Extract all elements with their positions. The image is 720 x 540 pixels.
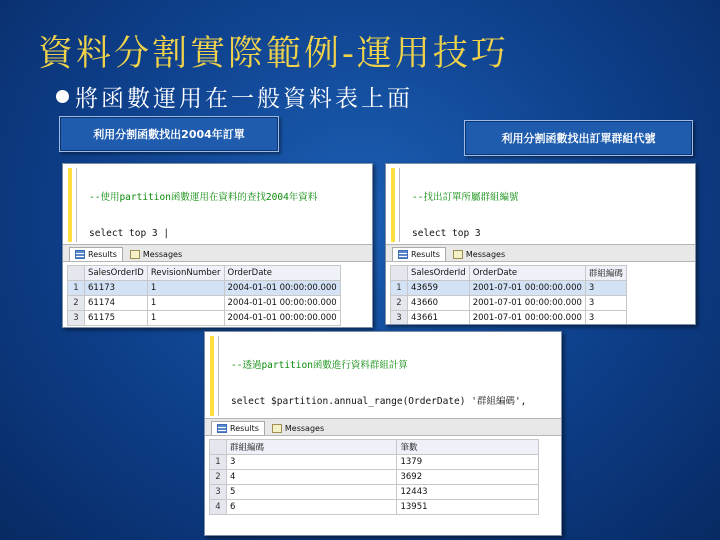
table-row[interactable] <box>210 485 539 500</box>
tab-messages[interactable] <box>448 248 510 261</box>
table-cell[interactable]: 4 <box>227 470 397 485</box>
row-number: 4 <box>210 500 227 515</box>
code-line: select top 3 | <box>89 228 170 239</box>
table-row[interactable] <box>68 281 341 296</box>
code-line: --透過partition函數進行資料群組計算 <box>231 360 408 371</box>
query-window-2004-orders <box>62 163 373 328</box>
table-cell[interactable]: 6 <box>227 500 397 515</box>
row-number: 2 <box>391 296 408 311</box>
table-cell[interactable]: 61175 <box>85 311 148 326</box>
table-row[interactable] <box>391 311 627 326</box>
table-row[interactable] <box>391 296 627 311</box>
results-grid <box>67 265 341 326</box>
column-header[interactable]: RevisionNumber <box>147 266 224 281</box>
row-number: 2 <box>210 470 227 485</box>
code-line: select top 3 <box>412 228 481 239</box>
column-header[interactable]: 筆數 <box>397 440 539 455</box>
query-window-group-count <box>204 331 562 536</box>
label-find-2004-orders: 利用分割函數找出2004年訂單 <box>59 116 279 152</box>
table-cell[interactable]: 43661 <box>408 311 470 326</box>
tab-results-label: Results <box>88 250 117 259</box>
table-row[interactable] <box>210 500 539 515</box>
table-cell[interactable]: 1379 <box>397 455 539 470</box>
sql-editor[interactable] <box>205 332 561 418</box>
message-icon <box>453 250 463 259</box>
tab-messages-label: Messages <box>284 424 325 433</box>
results-grid <box>390 265 627 325</box>
table-row[interactable] <box>68 296 341 311</box>
label-find-group-code: 利用分割函數找出訂單群組代號 <box>464 120 693 156</box>
result-tabs <box>386 244 695 262</box>
code-line: --找出訂單所屬群組編號 <box>412 192 519 203</box>
tab-messages-label: Messages <box>142 250 183 259</box>
slide-title: 資料分割實際範例-運用技巧 <box>38 34 509 74</box>
code-line: select $partition.annual_range(OrderDate) '群組編碼', <box>231 396 527 407</box>
table-row[interactable] <box>210 470 539 485</box>
table-cell[interactable]: 3 <box>227 455 397 470</box>
result-tabs <box>63 244 372 262</box>
table-row[interactable] <box>391 281 627 296</box>
column-header[interactable]: 群組編碼 <box>227 440 397 455</box>
row-number: 2 <box>68 296 85 311</box>
row-number: 1 <box>210 455 227 470</box>
table-cell[interactable]: 2004-01-01 00:00:00.000 <box>224 311 340 326</box>
column-header[interactable]: OrderDate <box>224 266 340 281</box>
grid-icon <box>75 250 85 259</box>
table-cell[interactable]: 13951 <box>397 500 539 515</box>
table-row[interactable] <box>210 455 539 470</box>
column-header[interactable]: SalesOrderID <box>85 266 148 281</box>
bullet-point <box>56 80 413 113</box>
bullet-icon <box>56 90 69 103</box>
header-row <box>68 266 341 281</box>
tab-messages[interactable] <box>267 422 329 435</box>
results-grid <box>209 439 539 515</box>
query-window-group-code <box>385 163 696 325</box>
sql-editor[interactable] <box>63 164 372 244</box>
result-tabs <box>205 418 561 436</box>
table-cell[interactable]: 2004-01-01 00:00:00.000 <box>224 281 340 296</box>
table-cell[interactable]: 2001-07-01 00:00:00.000 <box>469 311 585 326</box>
sql-editor[interactable] <box>386 164 695 244</box>
slide-subtitle: 將函數運用在一般資料表上面 <box>75 86 413 112</box>
table-cell[interactable]: 12443 <box>397 485 539 500</box>
table-cell[interactable]: 2001-07-01 00:00:00.000 <box>469 281 585 296</box>
column-header[interactable]: OrderDate <box>469 266 585 281</box>
table-cell[interactable]: 2001-07-01 00:00:00.000 <box>469 296 585 311</box>
table-cell[interactable]: 3 <box>585 296 626 311</box>
tab-results[interactable] <box>392 247 446 261</box>
message-icon <box>272 424 282 433</box>
row-number: 3 <box>391 311 408 326</box>
table-cell[interactable]: 1 <box>147 311 224 326</box>
row-number: 3 <box>210 485 227 500</box>
tab-messages-label: Messages <box>465 250 506 259</box>
table-cell[interactable]: 5 <box>227 485 397 500</box>
table-cell[interactable]: 43659 <box>408 281 470 296</box>
row-number-header <box>391 266 408 281</box>
table-cell[interactable]: 61174 <box>85 296 148 311</box>
tab-results-label: Results <box>411 250 440 259</box>
row-number-header <box>68 266 85 281</box>
tab-results-label: Results <box>230 424 259 433</box>
row-number: 3 <box>68 311 85 326</box>
row-number: 1 <box>391 281 408 296</box>
message-icon <box>130 250 140 259</box>
tab-results[interactable] <box>211 421 265 435</box>
header-row <box>391 266 627 281</box>
table-row[interactable] <box>68 311 341 326</box>
column-header[interactable]: 群組編碼 <box>585 266 626 281</box>
column-header[interactable]: SalesOrderId <box>408 266 470 281</box>
table-cell[interactable]: 43660 <box>408 296 470 311</box>
tab-results[interactable] <box>69 247 123 261</box>
code-line: --使用partition函數運用在資料的查找2004年資料 <box>89 192 318 203</box>
table-cell[interactable]: 3692 <box>397 470 539 485</box>
row-number: 1 <box>68 281 85 296</box>
tab-messages[interactable] <box>125 248 187 261</box>
table-cell[interactable]: 2004-01-01 00:00:00.000 <box>224 296 340 311</box>
row-number-header <box>210 440 227 455</box>
table-cell[interactable]: 3 <box>585 311 626 326</box>
header-row <box>210 440 539 455</box>
table-cell[interactable]: 61173 <box>85 281 148 296</box>
table-cell[interactable]: 1 <box>147 281 224 296</box>
table-cell[interactable]: 1 <box>147 296 224 311</box>
grid-icon <box>217 424 227 433</box>
grid-icon <box>398 250 408 259</box>
table-cell[interactable]: 3 <box>585 281 626 296</box>
